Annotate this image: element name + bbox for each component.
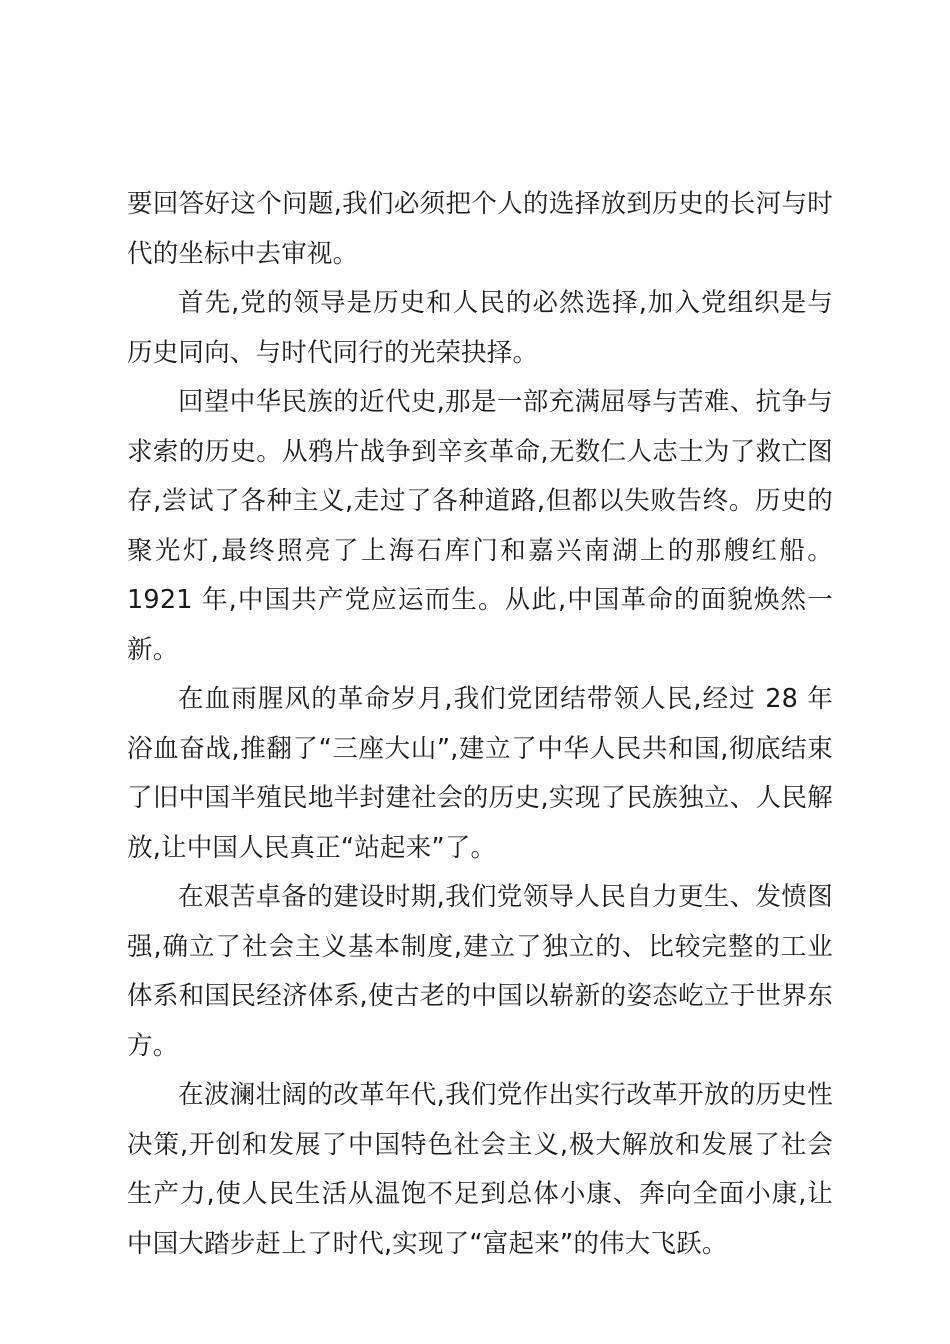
paragraph-construction-period: 在艰苦卓备的建设时期,我们党领导人民自力更生、发愤图强,确立了社会主义基本制度,建立了独立的、比较完整的工业体系和国民经济体系,使古老的中国以崭新的姿态屹立于世界东方。: [127, 882, 833, 1061]
paragraph-modern-history: 回望中华民族的近代史,那是一部充满屈辱与苦难、抗争与求索的历史。从鸦片战争到辛亥革命,无数仁人志士为了救亡图存,尝试了各种主义,走过了各种道路,但都以失败告终。历史的聚光灯,最终照亮了上海石库门和嘉兴南湖上的那艘红船。1921 年,中国共产党应运而生。从此,中国革命的面貌焕然一新。: [127, 387, 833, 665]
paragraph-party-leadership: 首先,党的领导是历史和人民的必然选择,加入党组织是与历史同向、与时代同行的光荣抉择。: [127, 288, 833, 368]
document-body: [127, 180, 833, 1269]
paragraph-reform-era: 在波澜壮阔的改革年代,我们党作出实行改革开放的历史性决策,开创和发展了中国特色社会主义,极大解放和发展了社会生产力,使人民生活从温饱不足到总体小康、奔向全面小康,让中国大踏步赶上了时代,实现了“富起来”的伟大飞跃。: [127, 1080, 833, 1259]
paragraph-continuation: 要回答好这个问题,我们必须把个人的选择放到历史的长河与时代的坐标中去审视。: [127, 189, 833, 269]
paragraph-revolution-years: 在血雨腥风的革命岁月,我们党团结带领人民,经过 28 年浴血奋战,推翻了“三座大山”,建立了中华人民共和国,彻底结束了旧中国半殖民地半封建社会的历史,实现了民族独立、人民解放,让中国人民真正“站起来”了。: [127, 684, 833, 863]
